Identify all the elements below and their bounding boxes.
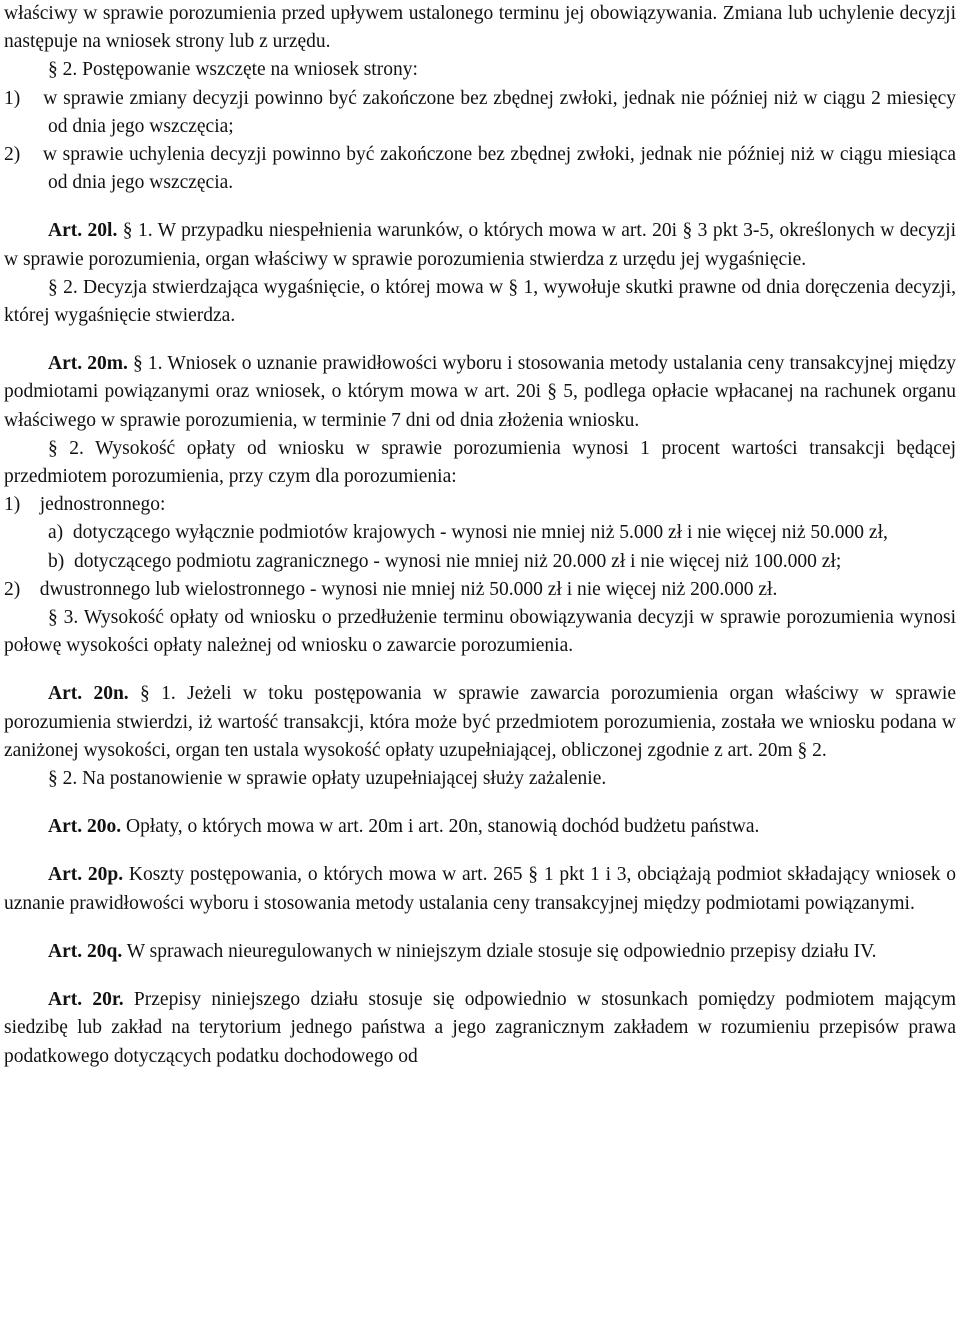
- article-20m-section-1: [4, 350, 956, 435]
- article-20n-section-2: § 2. Na postanowienie w sprawie opłaty uzupełniającej służy zażalenie.: [48, 768, 607, 790]
- document-page: [4, 0, 956, 1071]
- spacer: [4, 841, 956, 861]
- article-20m-heading: Art. 20m.: [48, 353, 128, 375]
- spacer: [4, 660, 956, 680]
- article-20n-heading: Art. 20n.: [48, 683, 129, 705]
- article-20m-section-3: § 3. Wysokość opłaty od wniosku o przedłużenie terminu obowiązywania decyzji w sprawie porozumienia wynosi połowę wysokości opłaty należnej od wniosku o zawarcie porozumienia.: [4, 607, 956, 657]
- article-20r-text: Przepisy niniejszego działu stosuje się odpowiednio w stosunkach pomiędzy podmiotem mającym siedzibę lub zakład na terytorium jednego państwa a jego zagranicznym zakładem w rozumieniu przepisów prawa podatkowego dotyczących podatku dochodowego od: [4, 989, 956, 1067]
- paragraph-section-2: § 2. Postępowanie wszczęte na wniosek strony:: [48, 59, 418, 81]
- spacer: [4, 918, 956, 938]
- article-20l-text: § 1. W przypadku niespełnienia warunków, o których mowa w art. 20i § 3 pkt 3-5, określonych w decyzji w sprawie porozumienia, organ właściwy w sprawie porozumienia stwierdza z urzędu jej wygaśnięcie.: [4, 220, 957, 270]
- article-20p: [4, 861, 956, 917]
- list-item-1: 1) w sprawie zmiany decyzji powinno być zakończone bez zbędnej zwłoki, jednak nie później niż w ciągu 2 miesięcy od dnia jego wszczęcia;: [4, 87, 956, 137]
- sublist-item-a: a) dotyczącego wyłącznie podmiotów krajowych - wynosi nie mniej niż 5.000 zł i nie więcej niż 50.000 zł,: [48, 522, 888, 544]
- article-20l-section-2: § 2. Decyzja stwierdzająca wygaśnięcie, o której mowa w § 1, wywołuje skutki prawne od dnia doręczenia decyzji, której wygaśnięcie stwierdza.: [4, 276, 956, 327]
- article-20r-heading: Art. 20r.: [48, 989, 124, 1011]
- article-20q: [4, 938, 956, 966]
- article-20m-section-2: § 2. Wysokość opłaty od wniosku w sprawie porozumienia wynosi 1 procent wartości transakcji będącej przedmiotem porozumienia, przy czym dla porozumienia:: [4, 437, 956, 488]
- sublist-item-b: b) dotyczącego podmiotu zagranicznego - wynosi nie mniej niż 20.000 zł i nie więcej niż 100.000 zł;: [48, 550, 842, 572]
- article-20l-heading: Art. 20l.: [48, 220, 118, 242]
- article-20o-heading: Art. 20o.: [48, 816, 122, 838]
- article-20r: [4, 986, 956, 1071]
- spacer: [4, 330, 956, 350]
- paragraph-continuation: właściwy w sprawie porozumienia przed upływem ustalonego terminu jej obowiązywania. Zmiana lub uchylenie decyzji następuje na wniosek strony lub z urzędu.: [4, 3, 956, 53]
- spacer: [4, 793, 956, 813]
- article-20m-text: § 1. Wniosek o uznanie prawidłowości wyboru i stosowania metody ustalania ceny transakcyjnej między podmiotami powiązanymi oraz wniosek, o którym mowa w art. 20i § 5, podlega opłacie wpłacanej na rachunek organu właściwego w sprawie porozumienia, w terminie 7 dni od dnia złożenia wniosku.: [4, 353, 957, 431]
- article-20q-heading: Art. 20q.: [48, 940, 123, 962]
- article-20p-text: Koszty postępowania, o których mowa w art. 265 § 1 pkt 1 i 3, obciążają podmiot składający wniosek o uznanie prawidłowości wyboru i stosowania metody ustalania ceny transakcyjnej między podmiotami powiązanymi.: [4, 864, 957, 914]
- article-20o: [4, 813, 956, 841]
- article-20n-text: § 1. Jeżeli w toku postępowania w sprawie zawarcia porozumienia organ właściwy w sprawie porozumienia stwierdzi, iż wartość transakcji, która może być przedmiotem porozumienia, została we wniosku podana w zaniżonej wysokości, organ ten ustala wysokość opłaty uzupełniającej, obliczonej zgodnie z art. 20m § 2.: [4, 683, 956, 761]
- list-item-unilateral: 1) jednostronnego:: [4, 494, 166, 516]
- spacer: [4, 966, 956, 986]
- list-item-bilateral: 2) dwustronnego lub wielostronnego - wynosi nie mniej niż 50.000 zł i nie więcej niż 200.000 zł.: [4, 578, 778, 600]
- article-20q-text: W sprawach nieuregulowanych w niniejszym dziale stosuje się odpowiednio przepisy działu IV.: [122, 940, 877, 962]
- spacer: [4, 197, 956, 217]
- article-20o-text: Opłaty, o których mowa w art. 20m i art. 20n, stanowią dochód budżetu państwa.: [121, 816, 760, 838]
- article-20n-section-1: [4, 680, 956, 765]
- list-item-2: 2) w sprawie uchylenia decyzji powinno być zakończone bez zbędnej zwłoki, jednak nie później niż w ciągu miesiąca od dnia jego wszczęcia.: [4, 144, 956, 194]
- article-20l-section-1: [4, 217, 956, 273]
- article-20p-heading: Art. 20p.: [48, 864, 124, 886]
